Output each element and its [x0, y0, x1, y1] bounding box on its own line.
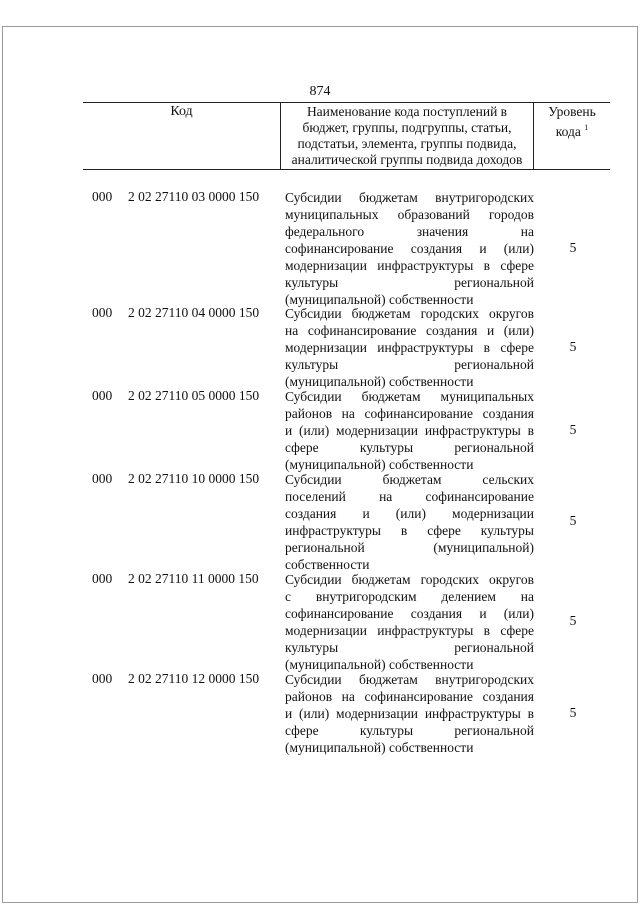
- row-income-code: 2 02 27110 10 0000 150: [128, 471, 260, 486]
- row-name-line: (муниципальной) собственности: [285, 374, 474, 389]
- header-name-line: Наименование кода поступлений в: [306, 104, 508, 119]
- row-income-name: [285, 388, 534, 473]
- row-name-line: (муниципальной) собственности: [285, 740, 474, 755]
- row-income-code: 2 02 27110 03 0000 150: [128, 189, 260, 204]
- row-name-line: (муниципальной) собственности: [285, 657, 474, 672]
- row-name-line: на софинансирование создания и (или): [285, 323, 534, 338]
- row-income-name: [285, 471, 534, 573]
- scan-frame-right: [637, 26, 638, 903]
- row-name-line: культуры региональной: [285, 275, 534, 290]
- row-name-line: и (или) модернизации инфраструктуры в: [285, 706, 534, 721]
- row-income-code: 2 02 27110 04 0000 150: [128, 305, 260, 320]
- row-income-code: 2 02 27110 12 0000 150: [128, 671, 260, 686]
- row-name-line: Субсидии бюджетам внутригородских: [285, 672, 534, 687]
- row-name-line: районов на софинансирование создания: [285, 689, 534, 704]
- table-header: [83, 102, 610, 170]
- row-name-line: культуры региональной: [285, 357, 534, 372]
- row-name-line: муниципальных образований городов: [285, 207, 534, 222]
- row-income-code: 2 02 27110 05 0000 150: [128, 388, 260, 403]
- row-name-line: с внутригородским делением на: [285, 589, 534, 604]
- row-name-line: создания и (или) модернизации: [285, 506, 534, 521]
- header-name: [280, 103, 534, 169]
- row-name-line: собственности: [285, 557, 370, 572]
- scan-frame-top: [2, 26, 638, 27]
- row-income-name: [285, 571, 534, 673]
- row-name-line: поселений на софинансирование: [285, 489, 534, 504]
- header-name-line: подстатьи, элемента, группы подвида,: [297, 136, 517, 151]
- row-level: 5: [569, 240, 577, 255]
- scan-frame-bottom: [2, 902, 638, 903]
- row-name-line: Субсидии бюджетам муниципальных: [285, 389, 534, 404]
- row-income-name: [285, 671, 534, 756]
- row-name-line: региональной (муниципальной): [285, 540, 534, 555]
- row-name-line: инфраструктуры в сфере культуры: [285, 523, 534, 538]
- row-level: 5: [569, 339, 577, 354]
- row-admin-code: 000: [92, 671, 113, 686]
- row-admin-code: 000: [92, 305, 113, 320]
- row-name-line: федерального значения на: [285, 224, 534, 239]
- row-name-line: модернизации инфраструктуры в сфере: [285, 340, 534, 355]
- row-level: 5: [569, 422, 577, 437]
- row-admin-code: 000: [92, 571, 113, 586]
- row-income-name: [285, 305, 534, 390]
- row-admin-code: 000: [92, 189, 113, 204]
- row-name-line: модернизации инфраструктуры в сфере: [285, 258, 534, 273]
- row-name-line: культуры региональной: [285, 640, 534, 655]
- row-name-line: Субсидии бюджетам сельских: [285, 472, 534, 487]
- header-name-line: бюджет, группы, подгруппы, статьи,: [302, 120, 512, 135]
- row-name-line: Субсидии бюджетам городских округов: [285, 572, 534, 587]
- header-level-footnote: 1: [584, 123, 589, 132]
- page-number: 874: [309, 84, 331, 99]
- row-income-code: 2 02 27110 11 0000 150: [128, 571, 259, 586]
- row-level: 5: [569, 705, 577, 720]
- row-name-line: и (или) модернизации инфраструктуры в: [285, 423, 534, 438]
- header-level-line2: [534, 120, 610, 140]
- row-name-line: Субсидии бюджетам внутригородских: [285, 190, 534, 205]
- row-admin-code: 000: [92, 471, 113, 486]
- header-code: Код: [170, 104, 193, 119]
- row-name-line: сфере культуры региональной: [285, 440, 534, 455]
- row-name-line: (муниципальной) собственности: [285, 292, 474, 307]
- row-name-line: модернизации инфраструктуры в сфере: [285, 623, 534, 638]
- header-name-line: аналитической группы подвида доходов: [291, 152, 523, 167]
- row-name-line: (муниципальной) собственности: [285, 457, 474, 472]
- header-level: [534, 103, 610, 170]
- row-name-line: софинансирование создания и (или): [285, 241, 534, 256]
- row-level: 5: [569, 613, 577, 628]
- row-name-line: сфере культуры региональной: [285, 723, 534, 738]
- row-name-line: Субсидии бюджетам городских округов: [285, 306, 534, 321]
- row-level: 5: [569, 513, 577, 528]
- scan-frame-left: [2, 26, 3, 903]
- row-name-line: софинансирование создания и (или): [285, 606, 534, 621]
- row-admin-code: 000: [92, 388, 113, 403]
- header-level-text: кода: [555, 124, 581, 139]
- header-level-line1: Уровень: [548, 104, 596, 119]
- row-name-line: районов на софинансирование создания: [285, 406, 534, 421]
- row-income-name: [285, 189, 534, 308]
